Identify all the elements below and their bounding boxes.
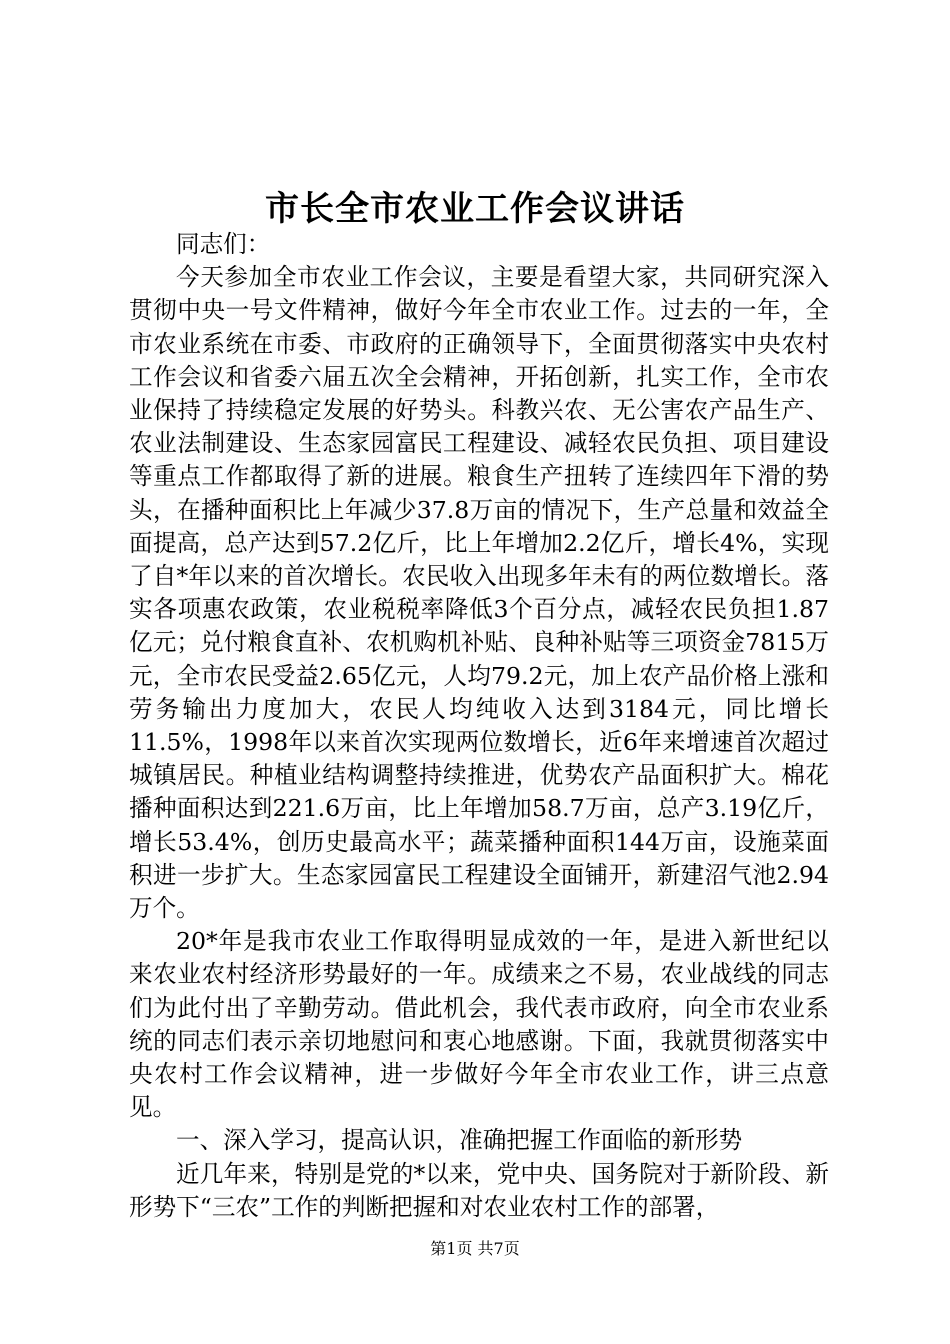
- body-paragraph: 近几年来，特别是党的*以来，党中央、国务院对于新阶段、新形势下“三农”工作的判断把握和对农业农村工作的部署，: [129, 1159, 829, 1221]
- salutation-paragraph: 同志们：: [176, 230, 271, 258]
- body-paragraph: 20*年是我市农业工作取得明显成效的一年，是进入新世纪以来农业农村经济形势最好的一年。成绩来之不易，农业战线的同志们为此付出了辛勤劳动。借此机会，我代表市政府，向全市农业系统的同志们表示亲切地慰问和衷心地感谢。下面，我就贯彻落实中央农村工作会议精神，进一步做好今年全市农业工作，讲三点意见。: [129, 927, 829, 1122]
- document-title: 市长全市农业工作会议讲话: [265, 189, 685, 229]
- page-footer: 第1页 共7页: [430, 1239, 520, 1258]
- section-heading: 一、深入学习，提高认识，准确把握工作面临的新形势: [176, 1126, 743, 1155]
- body-paragraph: 今天参加全市农业工作会议，主要是看望大家，共同研究深入贯彻中央一号文件精神，做好今年全市农业工作。过去的一年，全市农业系统在市委、市政府的正确领导下，全面贯彻落实中央农村工作会议和省委六届五次全会精神，开拓创新，扎实工作，全市农业保持了持续稳定发展的好势头。科教兴农、无公害农产品生产、农业法制建设、生态家园富民工程建设、减轻农民负担、项目建设等重点工作都取得了新的进展。粮食生产扭转了连续四年下滑的势头，在播种面积比上年减少37.8万亩的情况下，生产总量和效益全面提高，总产达到57.2亿斤，比上年增加2.2亿斤，增长4%，实现了自*年以来的首次增长。农民收入出现多年未有的两位数增长。落实各项惠农政策，农业税税率降低3个百分点，减轻农民负担1.87亿元；兑付粮食直补、农机购机补贴、良种补贴等三项资金7815万元，全市农民受益2.65亿元，人均79.2元，加上农产品价格上涨和劳务输出力度加大，农民人均纯收入达到3184元，同比增长11.5%，1998年以来首次实现两位数增长，近6年来增速首次超过城镇居民。种植业结构调整持续推进，优势农产品面积扩大。棉花播种面积达到221.6万亩，比上年增加58.7万亩，总产3.19亿斤，增长53.4%，创历史最高水平；蔬菜播种面积144万亩，设施菜面积进一步扩大。生态家园富民工程建设全面铺开，新建沼气池2.94万个。: [129, 263, 829, 923]
- document-body: [129, 228, 829, 1224]
